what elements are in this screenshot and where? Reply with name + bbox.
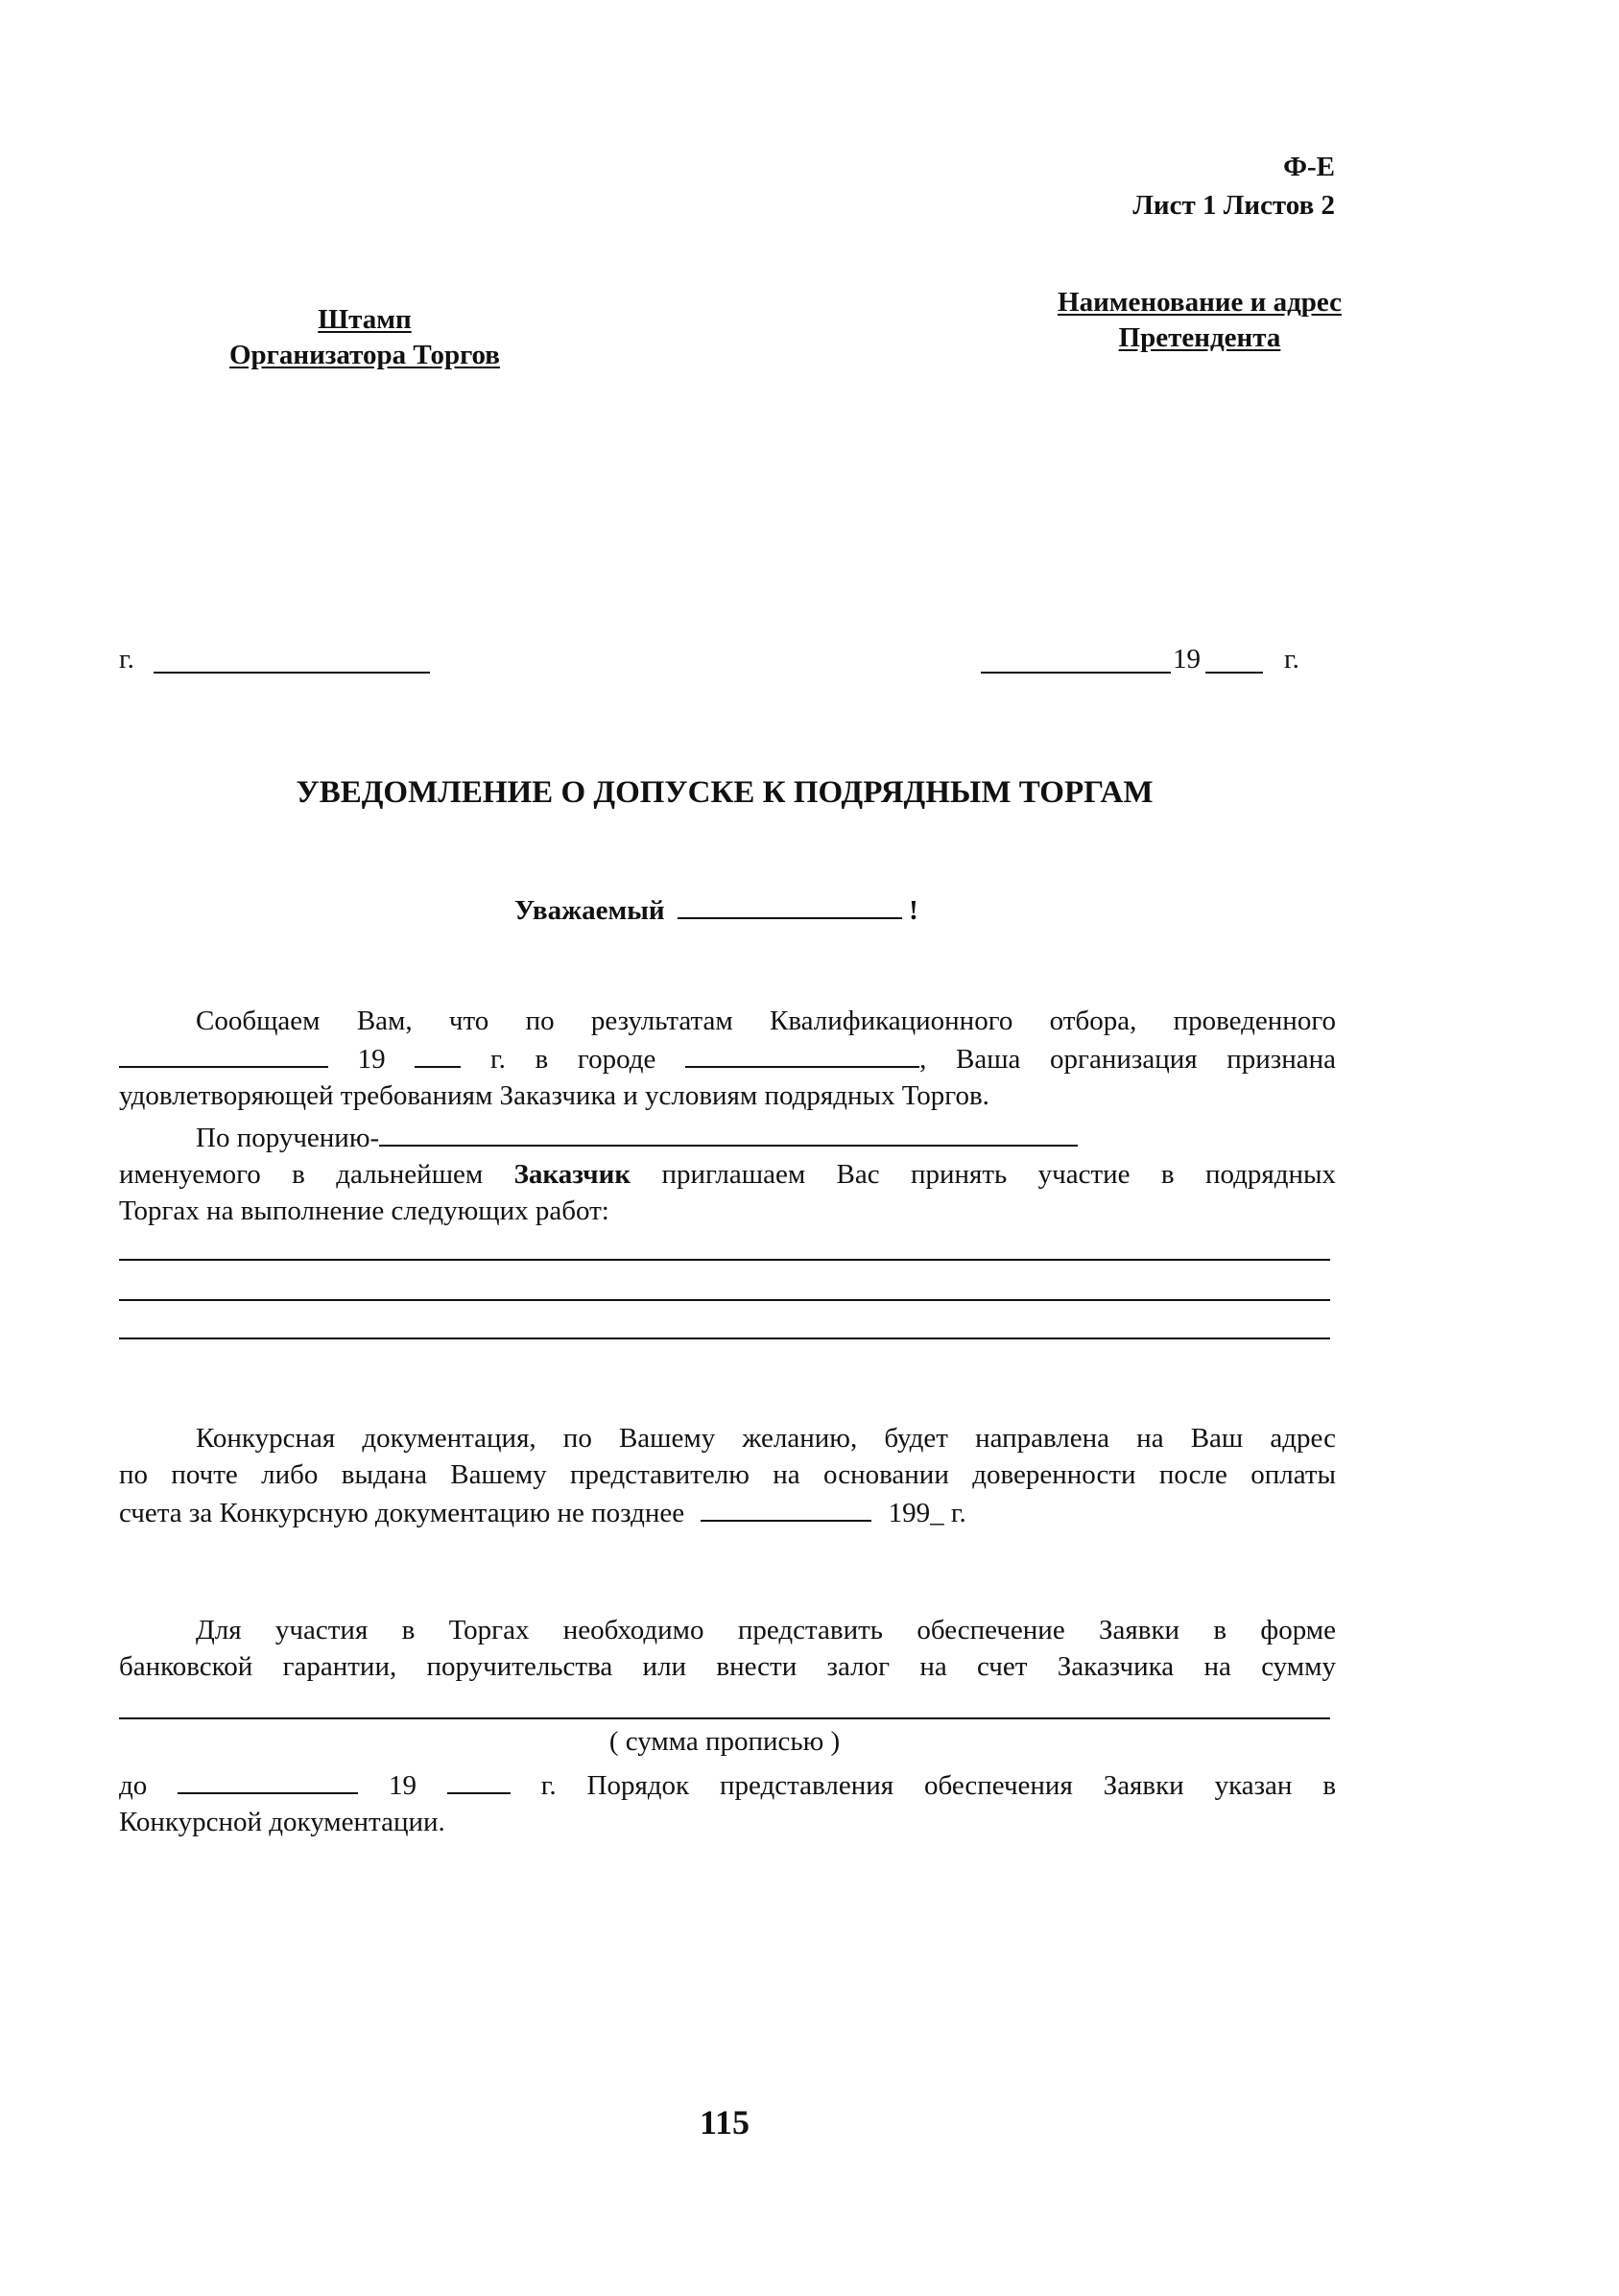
paragraph-security — [119, 1612, 1336, 1685]
para4-line-4: Конкурсной документации. — [119, 1807, 445, 1837]
works-blank-1 — [119, 1259, 1330, 1261]
paragraph-invitation — [119, 1118, 1336, 1229]
customer-term: Заказчик — [513, 1159, 631, 1190]
addressee-line-1: Наименование и адрес — [1058, 287, 1342, 318]
year-prefix: 19 — [1173, 644, 1201, 675]
city-label: г. в городе — [490, 1044, 656, 1075]
para3-line-3-a: счета за Конкурсную документацию не позднее — [119, 1498, 685, 1528]
salutation-text: Уважаемый — [514, 895, 665, 926]
para4-line-2: банковской гарантии, поручительства или внести залог на счет Заказчика на сумму — [119, 1651, 1336, 1682]
addressee-line-2: Претендента — [1118, 322, 1281, 353]
document-title: УВЕДОМЛЕНИЕ О ДОПУСКЕ К ПОДРЯДНЫМ ТОРГАМ — [296, 775, 1154, 810]
para4-line-3 — [119, 1765, 1336, 1804]
until-date-blank — [178, 1765, 358, 1794]
stamp-line-2: Организатора Торгов — [229, 340, 500, 370]
until-year-label: 19 — [389, 1770, 417, 1801]
year-blank — [415, 1039, 461, 1068]
year-suffix: г. — [1284, 644, 1299, 675]
stamp-block — [154, 302, 576, 373]
para3-line-2: по почте либо выдана Вашему представителю на основании доверенности после оплаты — [119, 1459, 1336, 1490]
para1-line-2-tail: , Ваша организация признана — [919, 1044, 1337, 1075]
amount-blank — [119, 1717, 1330, 1719]
para2-line-2 — [119, 1156, 1336, 1193]
deadline-blank — [701, 1493, 871, 1522]
customer-blank — [379, 1118, 1078, 1147]
para1-line-1: Сообщаем Вам, что по результатам Квалификационного отбора, проведенного — [196, 1006, 1336, 1036]
until-year-blank — [447, 1765, 511, 1794]
on-behalf-label: По поручению- — [196, 1123, 380, 1153]
paragraph-security-cont — [119, 1765, 1336, 1840]
until-label: до — [119, 1770, 148, 1801]
date-blank — [119, 1039, 328, 1068]
para1-line-3: удовлетворяющей требованиям Заказчика и условиям подрядных Торгов. — [119, 1080, 989, 1111]
para2-line-2-a: именуемого в дальнейшем — [119, 1159, 484, 1190]
para2-line-1 — [119, 1118, 1336, 1156]
para4-line-1: Для участия в Торгах необходимо представить обеспечение Заявки в форме — [196, 1615, 1336, 1645]
date-blank — [981, 672, 1171, 674]
salutation-blank — [678, 890, 902, 919]
works-blank-2 — [119, 1299, 1330, 1301]
para2-line-3: Торгах на выполнение следующих работ: — [119, 1195, 609, 1226]
addressee-block — [988, 285, 1411, 356]
paragraph-qualification — [119, 1003, 1336, 1114]
para3-line-3 — [119, 1493, 1336, 1531]
salutation — [514, 890, 918, 929]
year-label: 19 — [357, 1044, 386, 1075]
paragraph-documentation — [119, 1420, 1336, 1531]
year-blank — [1205, 672, 1263, 674]
city-prefix: г. — [119, 644, 134, 675]
para3-line-1: Конкурсная документация, по Вашему желанию, будет направлена на Ваш адрес — [196, 1423, 1336, 1454]
salutation-mark: ! — [909, 895, 918, 926]
para4-line-3-tail: г. Порядок представления обеспечения Заявки указан в — [540, 1770, 1337, 1801]
form-code: Ф-Е — [1283, 152, 1335, 182]
para1-line-2 — [119, 1039, 1336, 1077]
stamp-line-1: Штамп — [318, 304, 412, 335]
sheet-info: Лист 1 Листов 2 — [1132, 190, 1335, 221]
page-number: 115 — [699, 2103, 750, 2142]
amount-caption: ( сумма прописью ) — [608, 1726, 841, 1757]
para2-line-2-b: приглашаем Вас принять участие в подрядных — [661, 1159, 1337, 1190]
city-blank — [154, 672, 430, 674]
deadline-year: 199_ г. — [888, 1498, 966, 1528]
city-blank — [685, 1039, 919, 1068]
works-blank-3 — [119, 1337, 1330, 1339]
